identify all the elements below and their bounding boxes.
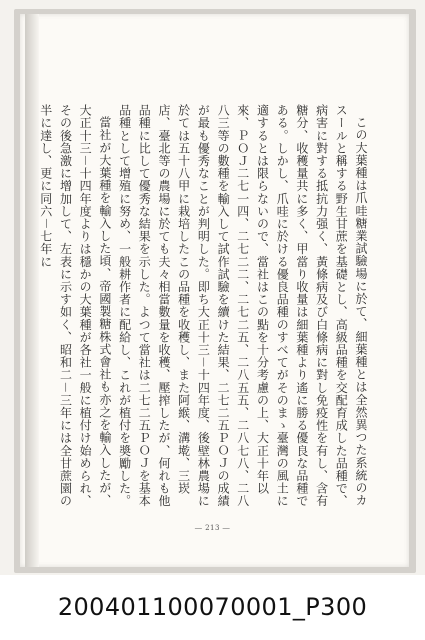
image-caption: 200401100070001_P300 — [57, 593, 368, 621]
vertical-body-text — [38, 104, 370, 509]
page-number: ― 213 ― — [194, 524, 231, 532]
paragraph-2: 當社が大葉種を輸入した頃、帝國製糖株式會社も亦之を輸入したが、大正十三－十四年度よりは穩かの大葉種が各社一般に植付け始められ、その後急激に增加して、左表に示す如く、昭和二－三年には全甘蔗園の半に達し、更に同六－七年に — [38, 104, 112, 508]
paragraph-1: この大葉種は爪哇糖業試驗場に於て、細葉種とは全然異つた系統のカスールと稱する野生甘蔗を基礎とし、高級品種を交配育成した品種で、病害に對する抵抗力强く、黃條病及び白條病に對し免疫性を有し、含有糖分、收穫量共に多く、甲當り收量は細葉種より遙に勝る優良な品種である。しかし、爪哇に於ける優良品種のすべてがそのまゝ臺灣の風土に適するとは限らないので、當社はこの點を十分考慮の上、大正十年以來、ＰＯＪ二七一四、二七二二、二七二五、二八五五、二八七八、二八八三等の數種を輸入して試作試驗を續けた結果、二七二五ＰＯＪの成績が最も優秀なことが判明した。即ち大正十三－十四年度、後壁林農場に於ては五十八甲に栽培したこの品種を收穫し、また阿緱、溝墘、三崁店、臺北等の農場に於ても夫々相當數量を收穫、壓搾したが、何れも他品種に比して優秀な結果を示した。よつて當社は二七二五ＰＯＪを基本品種として增殖に努め、一般耕作者に配給し、これが植付を奬勵した。 — [117, 104, 368, 508]
